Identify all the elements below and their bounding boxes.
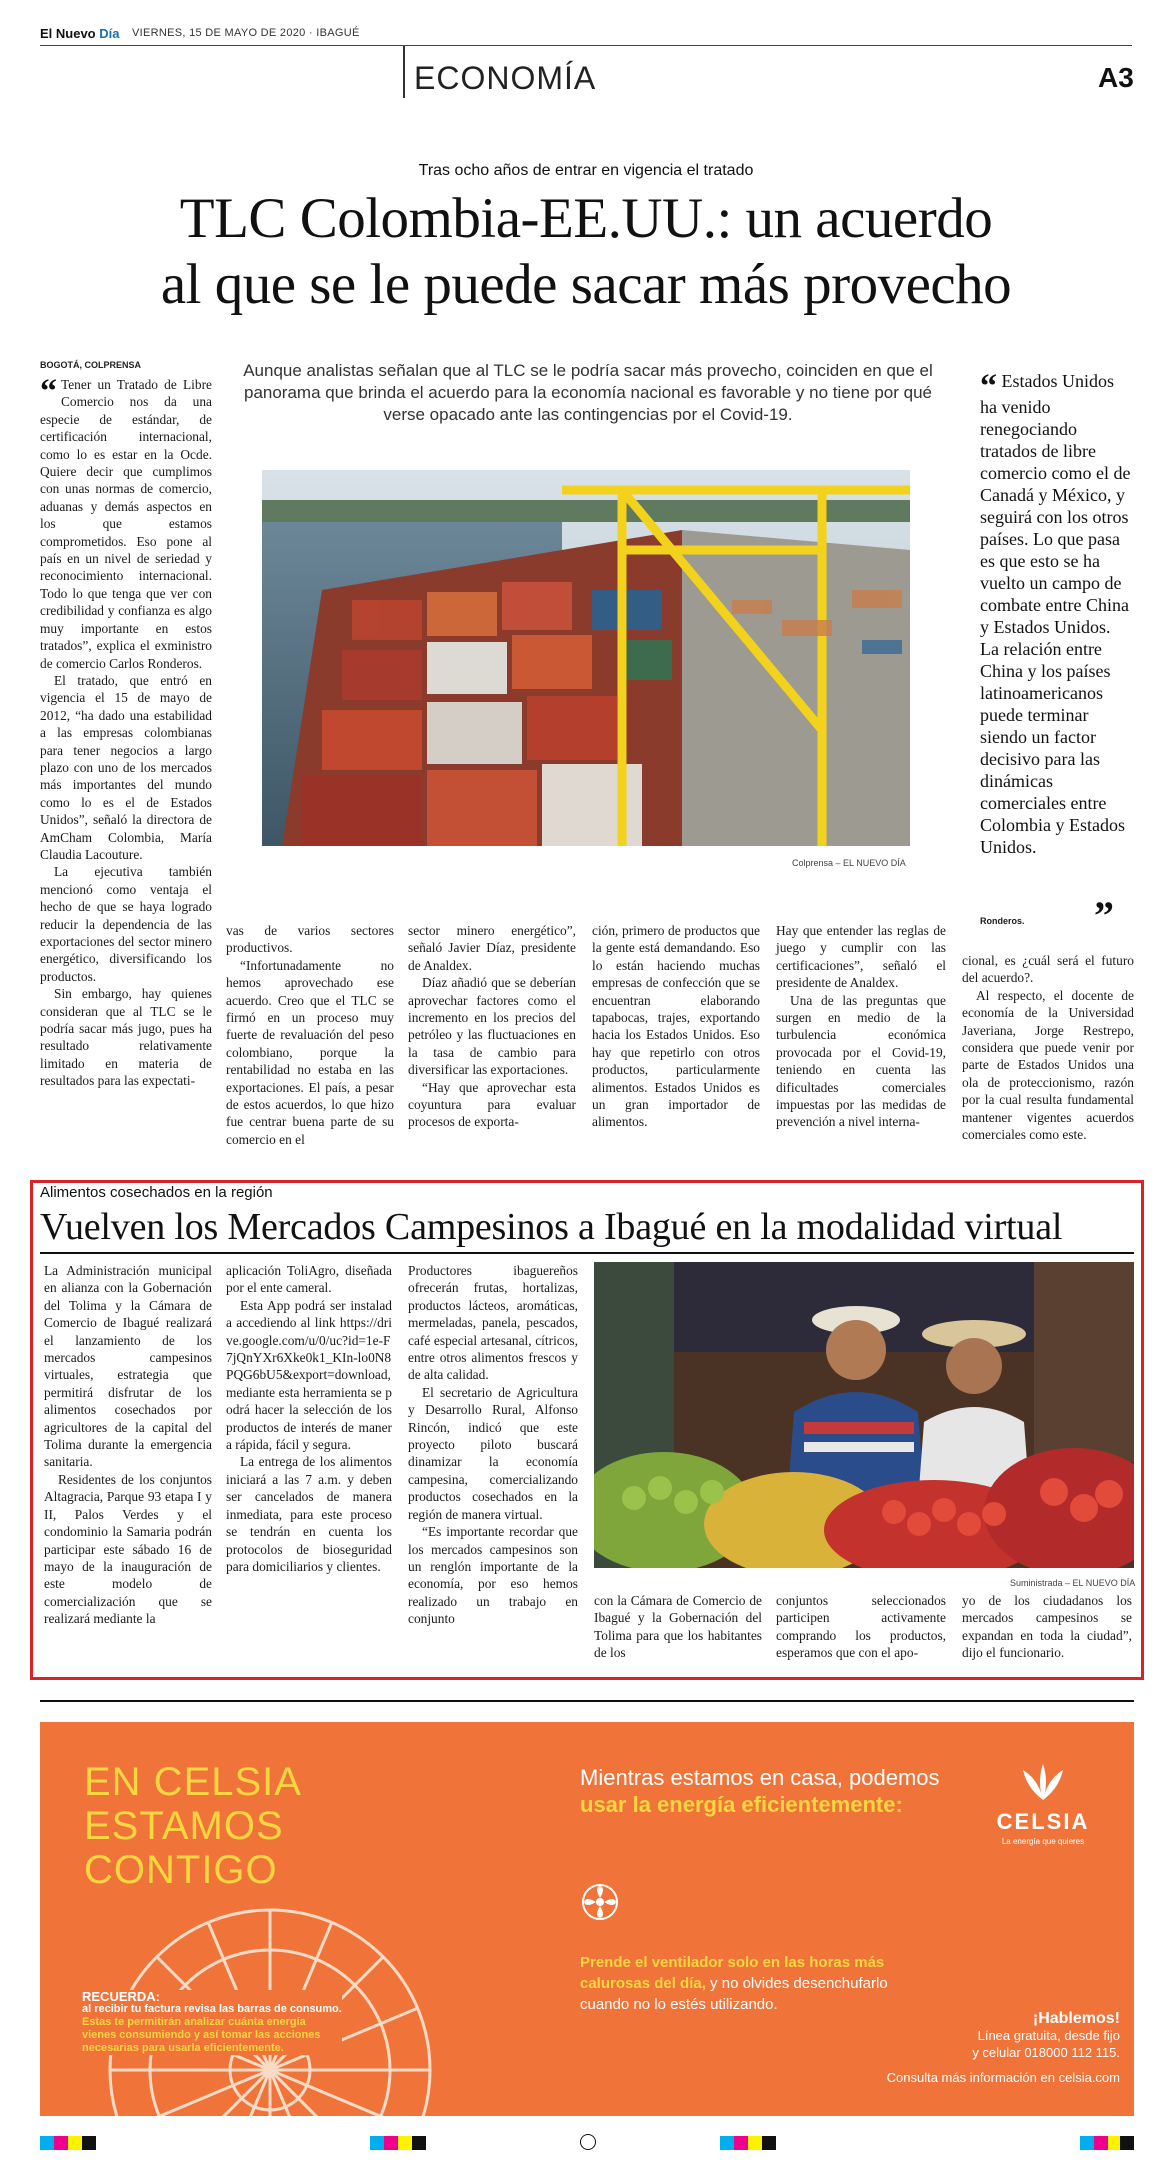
article-deck: Aunque analistas señalan que al TLC se le podría sacar más provecho, coinciden en que el panorama que brinda el acuerdo para la economía nacional es favorable y no tiene por qué verse opacado ante las contingencias por el Covid-19. [243,361,933,424]
section-name: ECONOMÍA [414,60,597,96]
ad-reminder: RECUERDA: al recibir tu factura revisa las barras de consumo. Estas te permitirán analizar cuánta energía vienes consumiendo y así tomar las acciones necesarias para usarla eficientemente. [82,1989,342,2054]
quote-mark-icon: “ [40,373,57,410]
article-column-5: Hay que entender las reglas de juego y cumplir con las certificaciones”, señaló el presidente de Analdex. Una de las preguntas que surgen en medio de la turbulencia económica provocada por el Covid-19, teniendo en cuenta las dificultades comerciales impuestas por las medidas de prevención a nivel interna- [776,923,946,1130]
campesinos-market-photo [594,1262,1134,1568]
mercados-kicker: Alimentos cosechados en la región [40,1184,273,1201]
mercados-column-5: conjuntos seleccionados participen activamente comprando los productos, esperamos que con el apo- [776,1593,946,1661]
masthead [40,26,1132,46]
mercados-headline: Vuelven los Mercados Campesinos a Ibagué en la modalidad virtual [40,1206,1063,1248]
mercados-column-2: aplicación ToliAgro, diseñada por el ente cameral. Esta App podrá ser instalada accediendo al link https://drive.google.com/u/0/uc?id=1e-F7jQnYXr6Xke0k1_KIn-lo0N8PQG6bU5&export=download, mediante esta herramienta se podrá hacer la selección de los productos de interés de manera rápida, fácil y segura. La entrega de los alimentos iniciará a las 7 a.m. y deben ser cancelados de manera inmediata, para este proceso se tendrán en cuenta los protocolos de bioseguridad para domiciliarios y clientes. [226,1263,392,1574]
port-containers-photo [262,470,910,846]
quote-open-icon: “ [980,368,997,405]
newspaper-logo[interactable]: El Nuevo Día [40,26,120,41]
pull-quote-attribution: Ronderos. [980,916,1025,926]
mercados-photo-credit: Suministrada – EL NUEVO DÍA [1010,1578,1136,1588]
fan-icon [580,1882,620,1922]
pull-quote: “ Estados Unidos ha venido renegociando tratados de libre comercio como el de Canadá y México, y seguirá con los otros países. Lo que pasa es que esto se ha vuelto un campo de combate entre China y Estados Unidos. La relación entre China y los países latinoamericanos puede terminar siendo un factor decisivo para las dinámicas comerciales entre Colombia y Estados Unidos. [980,368,1131,857]
port-photo-image [262,470,910,846]
printer-registration-bar [40,2136,1134,2154]
ad-contact[interactable]: ¡Hablemos! Línea gratuita, desde fijo y celular 018000 112 115. Consulta más información en celsia.com [886,2010,1120,2085]
article-headline: TLC Colombia-EE.UU.: un acuerdo al que se le puede sacar más provecho [160,187,1012,316]
photo-credit: Colprensa – EL NUEVO DÍA [792,858,906,868]
celsia-advertisement[interactable] [40,1722,1134,2116]
issue-date: VIERNES, 15 DE MAYO DE 2020 · IBAGUÉ [132,27,360,39]
byline: BOGOTÁ, COLPRENSA [40,360,142,370]
article-column-3: sector minero energético”, señaló Javier Díaz, presidente de Analdex. Díaz añadió que se deberían aprovechar factores como el incremento en los precios del petróleo y las fluctuaciones en la tasa de cambio para diversificar las exportaciones. “Hay que aprovechar esta coyuntura para evaluar procesos de exporta- [408,923,576,1130]
mercados-rule [40,1252,1134,1254]
article-column-6: cional, es ¿cuál será el futuro del acuerdo?. Al respecto, el docente de economía de la Universidad Javeriana, Jorge Restrepo, considera que puede venir por parte de Estados Unidos una ola de proteccionismo, razón por la cual resulta fundamental mantener vigentes acuerdos comerciales como este. [962,953,1134,1143]
mercados-column-1: La Administración municipal en alianza con la Gobernación del Tolima y la Cámara de Comercio de Ibagué realizará el lanzamiento de los mercados campesinos virtuales, estrategia que permitirá disfrutar de los alimentos cosechados por agricultores de la capital del Tolima durante la emergencia sanitaria. Residentes de los conjuntos Altagracia, Parque 93 etapa I y II, Palos Verdes y el condominio la Samaria podrán participar este sábado 16 de mayo de la inauguración de este modelo de comercialización que se realizará mediante la [44,1263,212,1627]
article-kicker: Tras ocho años de entrar en vigencia el tratado [418,162,754,179]
page-number: A3 [1098,62,1134,93]
registration-mark-icon [580,2134,596,2150]
article-column-4: ción, primero de productos que la gente está demandando. Eso lo están haciendo muchas empresas de confección que se encuentran elaborando tapabocas, trajes, exportando hacia los Estados Unidos. Eso hay que repetirlo con otros productos, particularmente alimentos. Estados Unidos es un gran importador de alimentos. [592,923,760,1130]
farmers-photo-image [594,1262,1134,1568]
section-divider [403,46,405,98]
mercados-column-4: con la Cámara de Comercio de Ibagué y la Gobernación del Tolima para que los habitantes de los [594,1593,762,1661]
ad-headline: EN CELSIA ESTAMOS CONTIGO [84,1760,302,1892]
article-column-1: “ Tener un Tratado de Libre Comercio nos da una especie de estándar, de certificación internacional, como lo es estar en la Ocde. Quiere decir que cumplimos con unas normas de comercio, aduanas y demás aspectos en los que estamos comprometidos. Eso pone al país en un nivel de seriedad y reconocimiento internacional. Todo lo que tenga que ver con credibilidad y confianza es algo muy importante en estos tratados”, explica el exministro de comercio Carlos Ronderos. El tratado, que entró en vigencia el 15 de mayo de 2012, “ha dado una estabilidad a las empresas colombianas para tener negocios a largo plazo con uno de los mercados más importantes del mundo como lo es el de Estados Unidos”, señaló la directora de AmCham Colombia, María Claudia Lacouture. La ejecutiva también mencionó como ventaja el hecho de que se haya logrado reducir la dependencia de las exportaciones del sector minero energético, diversificando los productos. Sin embargo, hay quienes consideran que al TLC se le podría sacar más jugo, pues ha resultado relativamente limitado en materia de resultados para las expectati- [40,373,212,1089]
mercados-column-3: Productores ibaguereños ofrecerán frutas, hortalizas, productos lácteos, aromáticas, mermeladas, panela, pescados, café especial artesanal, cítricos, entre otros alimentos frescos y de alta calidad. El secretario de Agricultura y Desarrollo Rural, Alfonso Rincón, indicó que este proyecto piloto buscará dinamizar la economía campesina, comercializando productos cosechados en la región de manera virtual. “Es importante recordar que los mercados campesinos son un renglón importante de la economía, por eso hemos realizado un trabajo en conjunto [408,1263,578,1627]
quote-close-icon: ” [1094,893,1114,938]
ad-message: Mientras estamos en casa, podemos usar la energía eficientemente: [580,1765,940,1817]
page-divider [40,1700,1134,1702]
mercados-column-6: yo de los ciudadanos los mercados campesinos se expandan en toda la ciudad”, dijo el funcionario. [962,1593,1132,1661]
ad-tip: Prende el ventilador solo en las horas más calurosas del día, y no olvides desenchufarlo cuando no lo estés utilizando. [580,1954,888,2013]
celsia-logo-icon [1015,1760,1071,1804]
celsia-brand[interactable]: CELSIA La energía que quieres [988,1760,1098,1846]
article-column-2: vas de varios sectores productivos. “Infortunadamente no hemos aprovechado ese acuerdo. Creo que el TLC se firmó en un proceso muy fuerte de revaluación del peso colombiano, porque la rentabilidad no estaba en las exportaciones. El país, a pesar de estos acuerdos, lo que hizo fue centrar buena parte de su comercio en el [226,923,394,1147]
